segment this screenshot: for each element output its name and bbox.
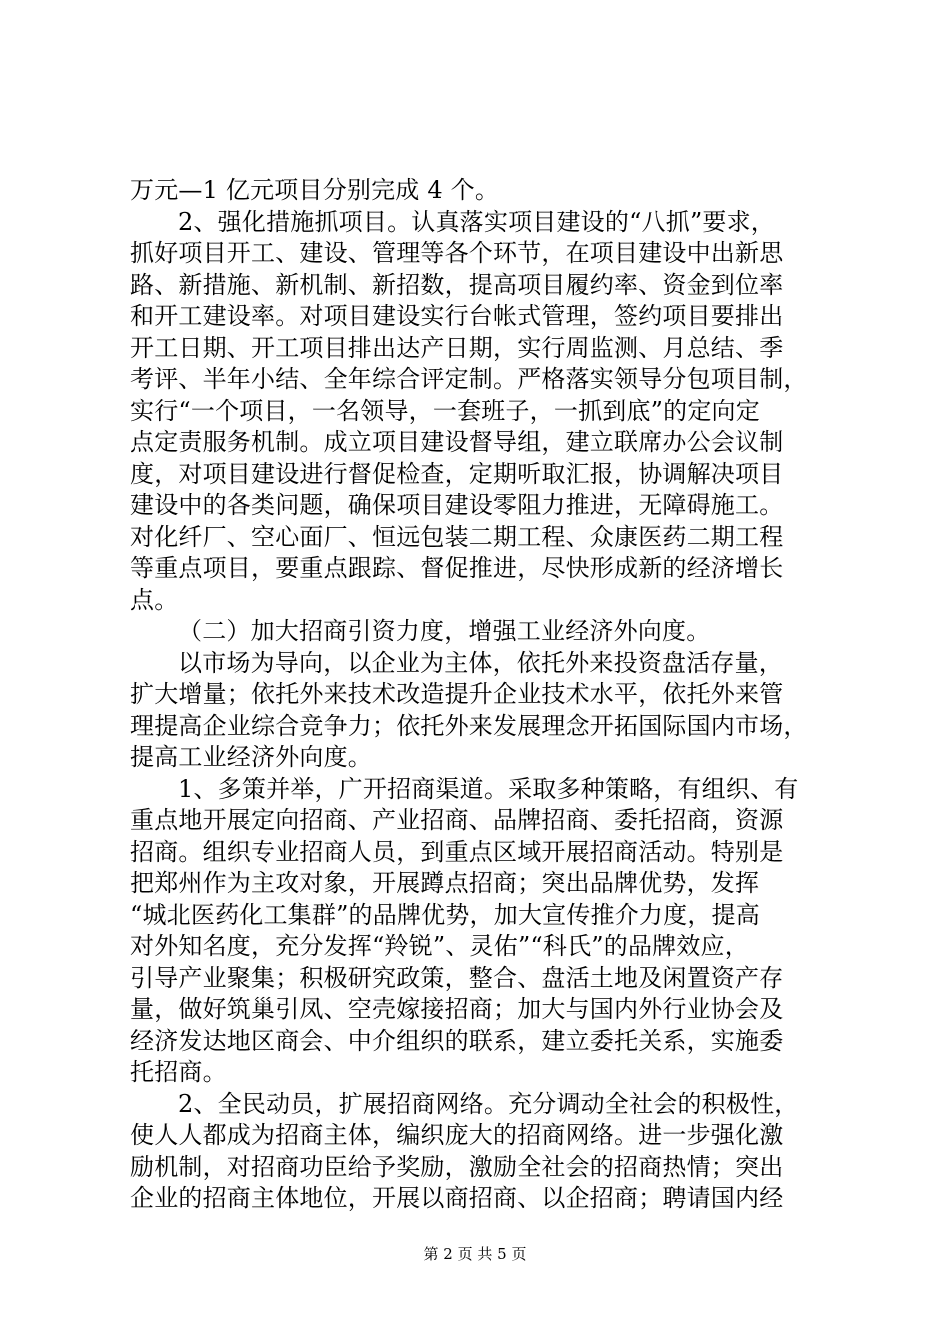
text-line: 建设中的各类问题，确保项目建设零阻力推进，无障碍施工。 bbox=[130, 491, 784, 519]
text-line: 和开工建设率。对项目建设实行台帐式管理，签约项目要排出 bbox=[130, 302, 784, 330]
text-line: 引导产业聚集；积极研究政策，整合、盘活土地及闲置资产存 bbox=[130, 963, 784, 992]
section-heading: （二）加大招商引资力度，增强工业经济外向度。 bbox=[178, 617, 711, 645]
text-line: 以市场为导向，以企业为主体，依托外来投资盘活存量， bbox=[178, 648, 783, 677]
text-line: “城北医药化工集群”的品牌优势，加大宣传推介力度，提高 bbox=[130, 900, 760, 929]
text-line: 2、强化措施抓项目。认真落实项目建设的“八抓”要求， bbox=[178, 207, 776, 236]
text-line: 度，对项目建设进行督促检查，定期听取汇报，协调解决项目 bbox=[130, 459, 784, 488]
text-line: 开工日期、开工项目排出达产日期，实行周监测、月总结、季 bbox=[130, 333, 784, 362]
text-line: 提高工业经济外向度。 bbox=[130, 743, 372, 771]
text-line: 2、全民动员，扩展招商网络。充分调动全社会的积极性， bbox=[178, 1089, 799, 1118]
text-line: 1、多策并举，广开招商渠道。采取多种策略，有组织、有 bbox=[178, 774, 799, 803]
text-line: 招商。组织专业招商人员，到重点区域开展招商活动。特别是 bbox=[130, 837, 784, 866]
text-line: 对化纤厂、空心面厂、恒远包装二期工程、众康医药二期工程 bbox=[130, 522, 784, 551]
text-line: 等重点项目，要重点跟踪、督促推进，尽快形成新的经济增长 bbox=[130, 554, 784, 582]
text-line: 对外知名度，充分发挥“羚锐”、灵佑”“科氏”的品牌效应， bbox=[130, 932, 749, 960]
text-line: 励机制，对招商功臣给予奖励，激励全社会的招商热情；突出 bbox=[130, 1152, 784, 1181]
text-line: 经济发达地区商会、中介组织的联系，建立委托关系，实施委 bbox=[130, 1026, 784, 1055]
document-body bbox=[130, 175, 830, 1215]
text-line: 考评、半年小结、全年综合评定制。严格落实领导分包项目制， bbox=[130, 365, 808, 393]
text-line: 扩大增量；依托外来技术改造提升企业技术水平，依托外来管 bbox=[130, 680, 784, 708]
text-line: 使人人都成为招商主体，编织庞大的招商网络。进一步强化激 bbox=[130, 1121, 784, 1149]
text-line: 抓好项目开工、建设、管理等各个环节，在项目建设中出新思 bbox=[130, 239, 784, 267]
text-line: 把郑州作为主攻对象，开展蹲点招商；突出品牌优势，发挥 bbox=[130, 869, 760, 897]
text-line: 点定责服务机制。成立项目建设督导组，建立联席办公会议制 bbox=[130, 428, 784, 456]
text-line: 理提高企业综合竞争力；依托外来发展理念开拓国际国内市场， bbox=[130, 711, 808, 740]
text-line: 实行“一个项目，一名领导，一套班子，一抓到底”的定向定 bbox=[130, 396, 760, 425]
page-number-footer: 第 2 页 共 5 页 bbox=[423, 1245, 527, 1263]
text-line: 量，做好筑巢引凤、空壳嫁接招商；加大与国内外行业协会及 bbox=[130, 995, 784, 1023]
text-line: 点。 bbox=[130, 585, 179, 614]
text-line: 托招商。 bbox=[130, 1058, 227, 1086]
text-line: 万元—1 亿元项目分别完成 4 个。 bbox=[130, 176, 500, 204]
text-line: 重点地开展定向招商、产业招商、品牌招商、委托招商，资源 bbox=[130, 806, 784, 834]
text-line: 路、新措施、新机制、新招数，提高项目履约率、资金到位率 bbox=[130, 270, 784, 299]
text-line: 企业的招商主体地位，开展以商招商、以企招商；聘请国内经 bbox=[130, 1184, 784, 1212]
